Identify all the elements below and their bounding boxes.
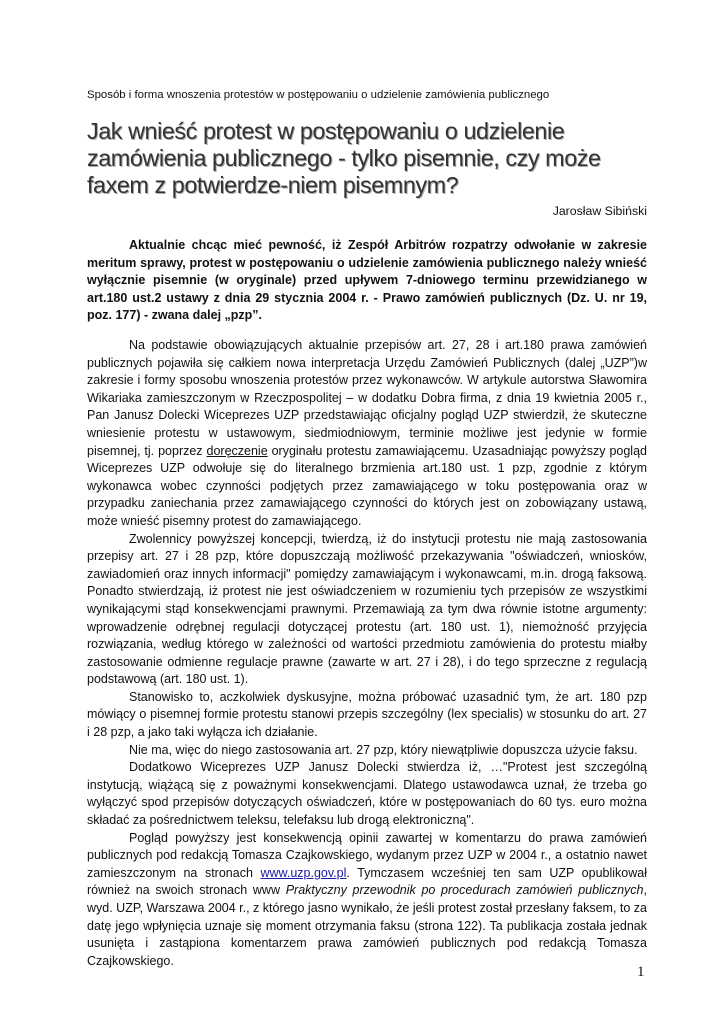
body-paragraph-2: Zwolennicy powyższej koncepcji, twierdzą, iż do instytucji protestu nie mają zastosowania przepisy art. 27 i 28 pzp, które dopuszczają możliwość przekazywania "oświadczeń, wniosków, zawiadomień oraz innych informacji" pomiędzy zamawiającym i wykonawcami, m.in. drogą faksową. Ponadto stwierdzają, iż protest nie jest oświadczeniem w rozumieniu tych przepisów ze wszystkimi wynikającymi stąd konsekwencjami prawnymi. Przemawiają za tym dwa równie istotne argumenty: wprowadzenie odrębnej regulacji dotyczącej protestu (art. 180 ust. 1), niemożność przyjęcia rozwiązania, według którego w zależności od wartości przedmiotu zamówienia do protestu miałby zastosowanie odmienne regulacje prawne (zawarte w art. 27 i 28), i do tego sprzeczne z regulacją podstawową (art. 180 ust. 1). — [87, 531, 647, 687]
article-title: Jak wnieść protest w postępowaniu o udzielenie zamówienia publicznego - tylko pisemnie, czy może faxem z potwierdze-niem pisemnym? — [87, 118, 601, 198]
body-paragraph-1 — [87, 337, 647, 531]
underlined-term: doręczenie — [206, 443, 268, 458]
paragraph-text: , wyd. UZP, Warszawa 2004 r., z którego jasno wynikało, że jeśli protest został przesłany faksem, to za datę jego wpłynięcia uznaje się moment otrzymania faksu (strona 122). Ta publikacja została jednak usunięta i zastąpiona komentarzem prawa zamówień publicznych pod redakcją Tomasza Czajkowskiego. — [87, 883, 647, 968]
lead-paragraph: Aktualnie chcąc mieć pewność, iż Zespół Arbitrów rozpatrzy odwołanie w zakresie meritum sprawy, protest w postępowaniu o udzielenie zamówienia publicznego należy wnieść wyłącznie pisemnie (w oryginale) przed upływem 7-dniowego terminu przewidzianego w art.180 ust.2 ustawy z dnia 29 stycznia 2004 r. - Prawo zamówień publicznych (Dz. U. nr 19, poz. 177) - zwana dalej „pzp”. — [87, 238, 647, 323]
paragraph-text: . Tymczasem wcześniej ten sam UZP opublikował również na swoich stronach www — [87, 865, 647, 898]
body-paragraph-4: Nie ma, więc do niego zastosowania art. 27 pzp, który niewątpliwie dopuszcza użycie faksu. — [129, 742, 638, 757]
uzp-website-link[interactable]: www.uzp.gov.pl — [260, 865, 347, 880]
paragraph-text: oryginału protestu zamawiającemu. Uzasadniając powyższy pogląd Wiceprezes UZP odwołuje się do literalnego brzmienia art.180 ust. 1 pzp, zgodnie z którym wykonawca wobec czynności podjętych przez zamawiającego w toku postępowania oraz w przypadku zaniechania przez zamawiającego czynności do których jest on zobowiązany ustawą, może wnieść pisemny protest do zamawiającego. — [87, 443, 647, 528]
running-header: Sposób i forma wnoszenia protestów w postępowaniu o udzielenie zamówienia publicznego — [87, 89, 550, 101]
article-body — [87, 337, 647, 970]
author-name: Jarosław Sibiński — [552, 204, 647, 218]
body-paragraph-5: Dodatkowo Wiceprezes UZP Janusz Dolecki stwierdza iż, …"Protest jest szczególną instytucją, wiążącą się z poważnymi konsekwencjami. Dlatego ustawodawca uznał, że trzeba go wyłączyć spod przepisów dotyczących oświadczeń, które w postępowaniach do 60 tys. euro można składać za pośrednictwem teleksu, telefaksu lub drogą elektroniczną". — [87, 760, 647, 828]
paragraph-text: Na podstawie obowiązujących aktualnie przepisów art. 27, 28 i art.180 prawa zamówień publicznych pojawiła się całkiem nowa interpretacja Urzędu Zamówień Publicznych (dalej „UZP”)w zakresie i formy sposobu wnoszenia protestów przez wykonawców. W artykule autorstwa Sławomira Wikariaka zamieszczonym w Rzeczpospolitej – w dodatku Dobra firma, z dnia 19 kwietnia 2005 r., Pan Janusz Dolecki Wiceprezes UZP przedstawiając oficjalny pogląd UZP stwierdził, że skuteczne wniesienie protestu w ustawowym, siedmiodniowym, terminie możliwe jest jedynie w formie pisemnej, tj. poprzez — [87, 338, 647, 458]
body-paragraph-3: Stanowisko to, aczkolwiek dyskusyjne, można próbować uzasadnić tym, że art. 180 pzp mówiący o pisemnej formie protestu stanowi przepis szczególny (lex specialis) w stosunku do art. 27 i 28 pzp, a jako taki wyłącza ich działanie. — [87, 689, 647, 740]
body-paragraph-6 — [87, 830, 647, 971]
page-number: 1 — [637, 964, 645, 980]
publication-title: Praktyczny przewodnik po procedurach zamówień publicznych — [285, 883, 644, 898]
paragraph-text: Pogląd powyższy jest konsekwencją opinii zawartej w komentarzu do prawa zamówień publicznych pod redakcją Tomasza Czajkowskiego, wydanym przez UZP w 2004 r., a ostatnio nawet zamieszczonym na stronach — [87, 830, 647, 880]
